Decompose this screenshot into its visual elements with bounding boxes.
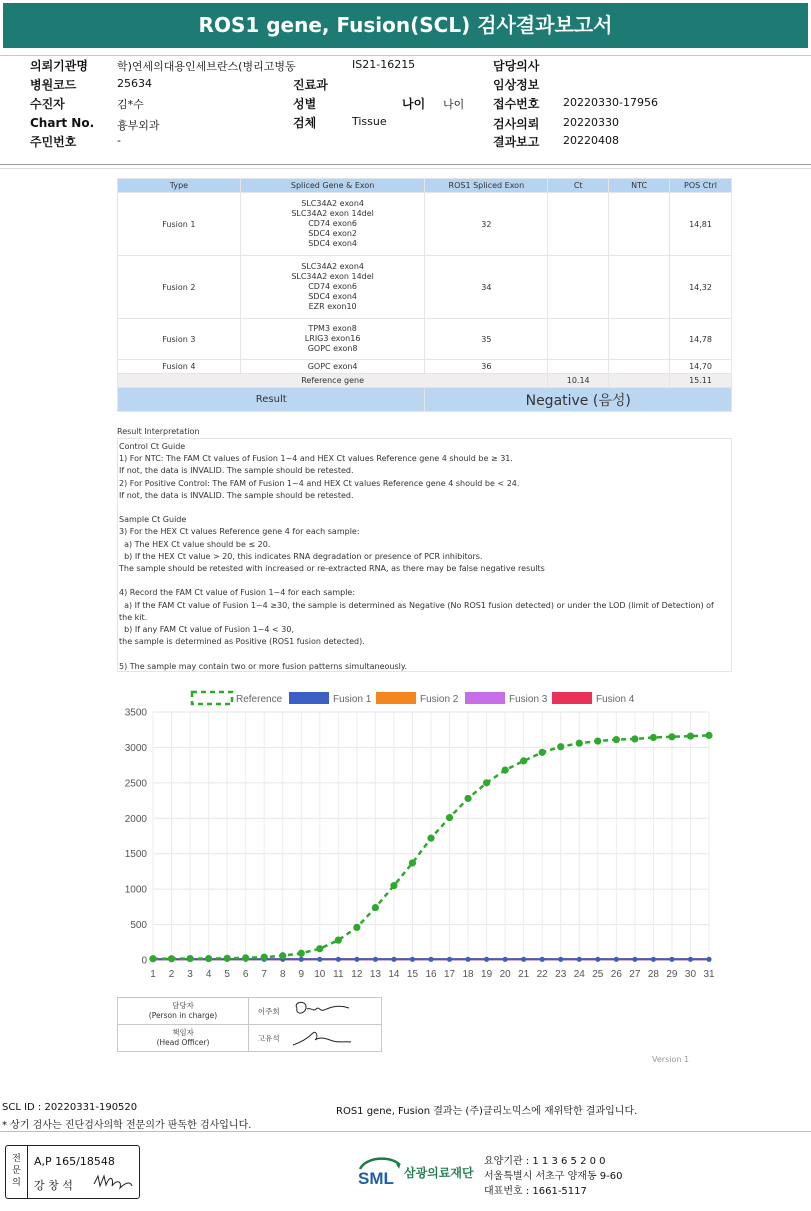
doctor-label: 담당의사 [493,59,540,73]
received-label: 접수번호 [493,97,540,111]
legend-swatch [192,692,232,704]
column-header: ROS1 Spliced Exon [425,179,548,193]
data-point [688,957,693,962]
report-title: ROS1 gene, Fusion(SCL) 검사결과보고서 [3,3,808,48]
x-tick-label: 9 [298,969,305,980]
data-point [576,740,583,747]
data-point [503,957,508,962]
gene-line: EZR exon10 [308,302,357,311]
data-point [391,957,396,962]
institution-label: 의뢰기관명 [30,59,88,73]
interpretation-line: 3) For the HEX Ct values Reference gene 4 for each sample: [119,527,360,537]
stamp-name: 강 창 석 [34,1179,73,1192]
person-in-charge-name: 이주희 [249,998,289,1025]
data-point [613,736,620,743]
x-tick-label: 24 [573,969,585,980]
y-tick-label: 2500 [124,778,147,790]
sml-logo [356,1155,402,1189]
y-axis-ticks [125,708,148,967]
person-in-charge-ko: 담당자 [172,1001,194,1010]
x-tick-label: 14 [388,969,400,980]
data-point [577,957,582,962]
data-point [336,957,341,962]
interpretation-line [119,648,730,660]
data-point [427,835,434,842]
data-point [484,957,489,962]
interpretation-line: If not, the data is INVALID. The sample should be retested. [119,490,354,500]
x-tick-label: 11 [333,969,344,980]
table-row [118,256,732,319]
data-point [558,957,563,962]
gene-line: SDC4 exon4 [308,239,357,248]
interpretation-line: a) The HEX Ct value should be ≤ 20. [119,539,271,549]
sex-label: 성별 [293,97,317,111]
data-point [428,957,433,962]
data-point [354,957,359,962]
data-point [279,952,286,959]
pcr-amplification-chart [117,688,732,983]
spliced-genes [240,193,425,256]
institution-value: 학)연세의대용인세브란스(병리고병동 [117,60,296,73]
data-point [205,955,212,962]
ros1-exon: 35 [425,319,548,360]
person-in-charge-signature [289,998,382,1025]
logo-text: SML [358,1169,394,1188]
specialist-stamp [5,1145,140,1199]
x-tick-label: 13 [369,969,381,980]
ntc-value [609,319,670,360]
data-point [465,957,470,962]
patient-value: 김*수 [117,98,144,111]
data-point [298,950,305,957]
institution-code: IS21-16215 [352,58,416,71]
spliced-genes [240,319,425,360]
gene-line: TPM3 exon8 [308,324,357,333]
reference-pos-ctrl: 15.11 [670,374,732,388]
data-point [705,732,712,739]
org-name: 삼광의료재단 [404,1166,474,1180]
row-type: Fusion 4 [118,360,241,374]
hospital-code-label: 병원코드 [30,78,77,92]
y-tick-label: 2000 [124,813,147,825]
ct-value [548,319,609,360]
ros1-exon: 36 [425,360,548,374]
y-tick-label: 3500 [124,707,147,719]
interpretation-line: a) If the FAM Ct value of Fusion 1~4 ≥30, the sample is determined as Negative (No ROS1 fusion detected) or under the LOD (limit of Detection) of [119,600,714,610]
head-officer-name: 고유석 [249,1025,289,1052]
x-tick-label: 22 [536,969,548,980]
x-tick-label: 29 [666,969,678,980]
x-tick-label: 20 [499,969,511,980]
reference-ct: 10.14 [548,374,609,388]
data-point [409,859,416,866]
x-tick-label: 31 [703,969,715,980]
data-point [261,954,268,961]
data-point [390,882,397,889]
person-in-charge-en: (Person in charge) [148,1011,218,1020]
reference-ntc [609,374,670,388]
data-point [447,957,452,962]
header-divider [0,164,811,165]
org-info [484,1154,623,1199]
clinical-info-label: 임상정보 [493,78,540,92]
gene-line: GOPC exon8 [307,344,358,353]
y-tick-label: 1500 [124,849,147,861]
row-type: Fusion 1 [118,193,241,256]
data-point [410,957,415,962]
data-point [186,955,193,962]
x-tick-label: 27 [629,969,641,980]
gene-line: SLC34A2 exon4 [301,262,364,271]
x-tick-label: 25 [592,969,604,980]
signature-image [289,1025,381,1049]
x-tick-label: 6 [242,969,249,980]
gene-line: SLC34A2 exon4 [301,199,364,208]
interpretation-line: The sample should be retested with increased or re-extracted RNA, as there may be false negative results [119,564,545,574]
x-tick-label: 12 [351,969,363,980]
age-value: 나이 [443,98,465,111]
id-label: 주민번호 [30,135,77,149]
data-point [373,957,378,962]
pos-ctrl-value: 14,81 [670,193,732,256]
data-point [149,955,156,962]
data-point [687,732,694,739]
head-officer-signature [289,1025,382,1052]
signature-table [117,997,382,1052]
interpretation-line: If not, the data is INVALID. The sample should be retested. [119,466,354,476]
legend-label: Fusion 2 [420,694,459,705]
results-table [117,178,732,412]
interpretation-line [119,575,730,587]
interpretation-line [119,502,730,514]
stamp-side-label [6,1146,28,1198]
ntc-value [609,193,670,256]
table-row [118,360,732,374]
x-tick-label: 30 [684,969,697,980]
x-tick-label: 18 [462,969,474,980]
header-divider-light [0,168,811,169]
x-tick-label: 16 [425,969,437,980]
interpretation-line: Control Ct Guide [119,442,186,451]
stamp-signature [92,1170,134,1194]
interpretation-line: Sample Ct Guide [119,515,187,525]
signature-image [289,998,381,1022]
data-point [594,737,601,744]
interpretation-line: 5) The sample may contain two or more fusion patterns simultaneously. [119,661,408,671]
x-tick-label: 7 [261,969,267,980]
column-header: Spliced Gene & Exon [240,179,425,193]
hospital-code-value: 25634 [117,77,152,90]
column-header: POS Ctrl [670,179,732,193]
gene-line: CD74 exon6 [308,219,358,228]
data-point [317,957,322,962]
spliced-genes [240,256,425,319]
data-point [224,955,231,962]
stamp-side-text: 전문의 [12,1154,21,1188]
version-label: Version 1 [652,1055,690,1064]
interpretation-title: Result Interpretation [117,427,200,436]
data-point [632,957,637,962]
referral-note: ROS1 gene, Fusion 결과는 (주)클리노믹스에 재위탁한 결과입니다. [336,1106,638,1117]
specimen-label: 검체 [293,116,317,130]
scl-id: SCL ID : 20220331-190520 [2,1102,138,1113]
data-point [299,957,304,962]
gene-line: GOPC exon4 [307,362,358,371]
spliced-genes [240,360,425,374]
data-point [668,733,675,740]
org-code: 요양기관 : 1 1 3 6 5 2 0 0 [484,1156,606,1167]
data-point [650,734,657,741]
x-tick-label: 1 [150,969,156,980]
legend-swatch [465,692,505,704]
title-bar [0,0,811,56]
x-tick-label: 8 [279,969,286,980]
x-tick-label: 10 [314,969,326,980]
data-point [464,795,471,802]
legend-label: Fusion 3 [509,694,548,705]
data-point [353,924,360,931]
data-point [242,954,249,961]
data-point [539,749,546,756]
interpretation-box [117,438,732,672]
x-tick-label: 3 [187,969,193,980]
result-label: Result [118,388,425,412]
y-tick-label: 1000 [124,884,147,896]
stamp-license: A,P 165/18548 [34,1155,115,1168]
y-tick-label: 0 [141,955,147,967]
legend-label: Reference [236,694,283,705]
interpretation-line: 2) For Positive Control: The FAM of Fusion 1~4 and HEX Ct values Reference gene 4 should be < 24. [119,478,520,488]
x-tick-label: 4 [205,969,212,980]
head-officer-label [118,1025,249,1052]
pos-ctrl-value: 14,70 [670,360,732,374]
chart-no-label: Chart No. [30,116,95,130]
specimen-value: Tissue [352,115,387,128]
y-tick-label: 3000 [124,742,147,754]
department-label: 진료과 [293,78,328,92]
head-officer-ko: 책임자 [172,1028,194,1037]
data-point [502,767,509,774]
legend-swatch [552,692,592,704]
data-point [540,957,545,962]
request-date-value: 20220330 [563,116,619,129]
reference-label: Reference gene [118,374,548,388]
chart-legend [192,692,635,705]
ros1-exon: 32 [425,193,548,256]
interpretation-line: b) If any FAM Ct value of Fusion 1~4 < 30, [119,625,295,635]
data-point [706,957,711,962]
id-value: - [117,134,121,147]
data-point [595,957,600,962]
ct-value [548,256,609,319]
interpretation-line: the sample is determined as Positive (ROS1 fusion detected). [119,637,365,647]
data-point [631,735,638,742]
legend-swatch [376,692,416,704]
org-address: 서울특별시 서초구 양재동 9-60 [484,1171,623,1182]
data-point [446,814,453,821]
head-officer-en: (Head Officer) [156,1038,210,1047]
x-tick-label: 19 [481,969,493,980]
ntc-value [609,256,670,319]
data-point [520,757,527,764]
gene-line: SDC4 exon4 [308,292,357,301]
ros1-exon: 34 [425,256,548,319]
x-tick-label: 26 [610,969,622,980]
result-value: Negative (음성) [425,388,732,412]
data-point [316,945,323,952]
x-axis-ticks [150,969,715,980]
report-date-label: 결과보고 [493,135,540,149]
interpretation-line: b) If the HEX Ct value > 20, this indicates RNA degradation or presence of PCR inhibitors. [119,551,483,561]
patient-label: 수진자 [30,97,65,111]
data-point [372,904,379,911]
org-phone: 대표번호 : 1661-5117 [484,1186,587,1197]
gene-line: SLC34A2 exon 14del [291,209,374,218]
ct-value [548,360,609,374]
chart-no-value: 흉부외과 [117,119,160,132]
result-row [118,388,732,412]
gene-line: LRIG3 exon16 [304,334,361,343]
interpretation-line: 1) For NTC: The FAM Ct values of Fusion 1~4 and HEX Ct values Reference gene 4 should be ≥ 31. [119,454,513,464]
data-point [521,957,526,962]
x-tick-label: 15 [406,969,419,980]
data-point [335,937,342,944]
gene-line: SLC34A2 exon 14del [291,272,374,281]
data-point [557,743,564,750]
age-label: 나이 [402,97,426,111]
column-header: Ct [548,179,609,193]
ct-value [548,193,609,256]
reference-row [118,374,732,388]
ntc-value [609,360,670,374]
legend-swatch [289,692,329,704]
data-point [651,957,656,962]
pos-ctrl-value: 14,78 [670,319,732,360]
data-point [614,957,619,962]
table-row [118,193,732,256]
disclaimer: * 상기 검사는 진단검사의학 전문의가 판독한 검사입니다. [2,1120,252,1131]
request-date-label: 검사의뢰 [493,117,540,131]
interpretation-line: the kit. [119,612,148,622]
column-header: Type [118,179,241,193]
x-tick-label: 17 [443,969,456,980]
data-point [483,779,490,786]
gene-line: SDC4 exon2 [308,229,357,238]
x-tick-label: 5 [224,969,230,980]
y-tick-label: 500 [130,920,147,932]
x-tick-label: 23 [555,969,567,980]
x-tick-label: 21 [518,969,530,980]
gene-line: CD74 exon6 [308,282,358,291]
row-type: Fusion 3 [118,319,241,360]
column-header: NTC [609,179,670,193]
received-value: 20220330-17956 [563,96,658,109]
pos-ctrl-value: 14,32 [670,256,732,319]
legend-label: Fusion 1 [333,694,372,705]
x-tick-label: 28 [647,969,659,980]
legend-label: Fusion 4 [596,694,635,705]
footer-divider [0,1131,811,1132]
row-type: Fusion 2 [118,256,241,319]
table-row [118,319,732,360]
x-tick-label: 2 [168,969,175,980]
interpretation-line: 4) Record the FAM Ct value of Fusion 1~4 for each sample: [119,588,356,598]
data-point [168,955,175,962]
data-point [669,957,674,962]
person-in-charge-label [118,998,249,1025]
report-date-value: 20220408 [563,134,619,147]
